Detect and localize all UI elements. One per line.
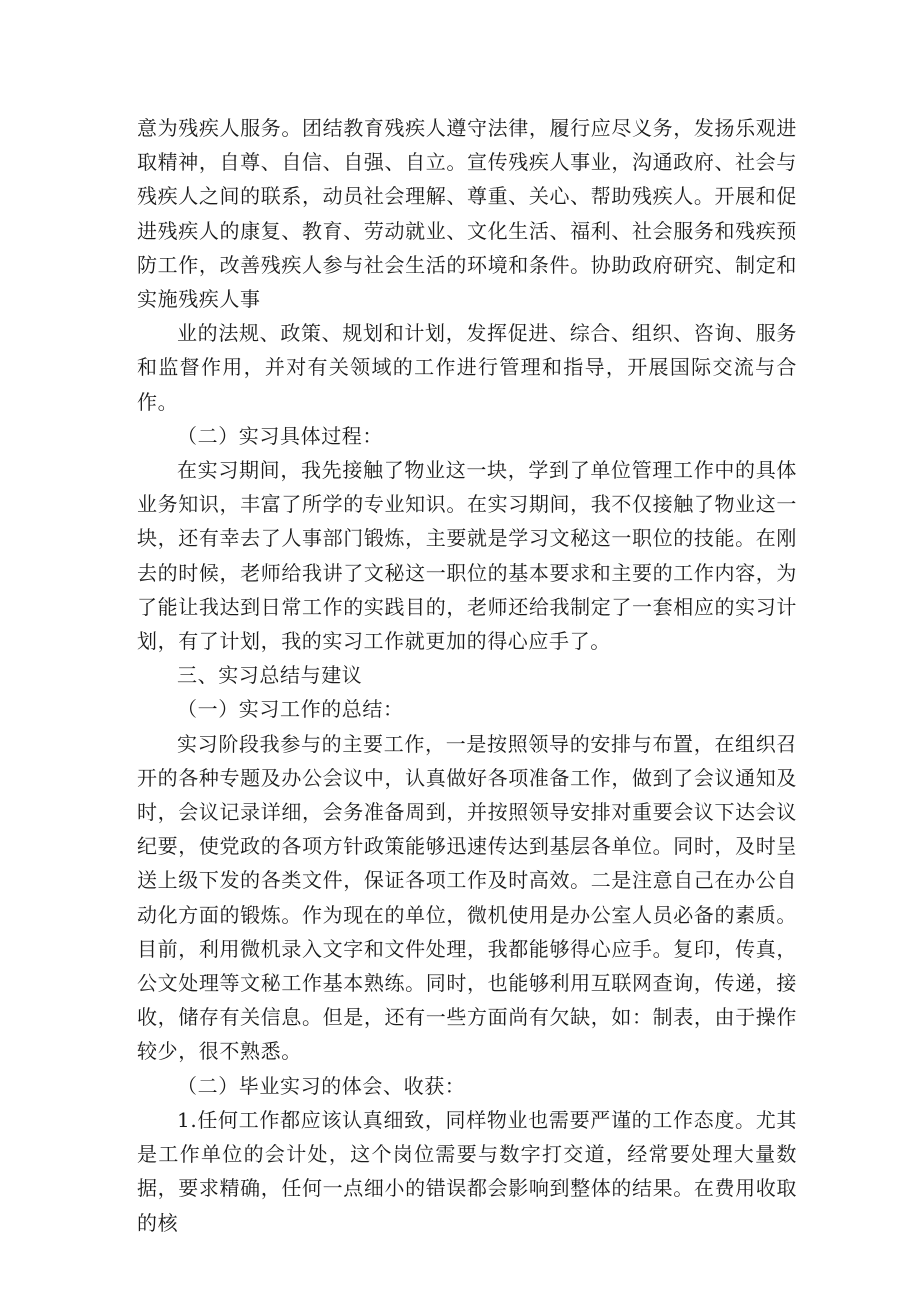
section-heading-work-summary: （一）实习工作的总结： (177, 697, 404, 722)
paragraph-work-summary: 实习阶段我参与的主要工作，一是按照领导的安排与布置，在组织召开的各种专题及办公会议中，认真做好各项准备工作，做到了会议通知及时，会议记录详细，会务准备周到，并按照领导安排对重要会议下达会议纪要，使党政的各项方针政策能够迅速传达到基层各单位。同时，及时呈送上级下发的各类文件，保证各项工作及时高效。二是注意自己在办公自动化方面的锻炼。作为现在的单位，微机使用是办公室人员必备的素质。目前，利用微机录入文字和文件处理，我都能够得心应手。复印，传真，公文处理等文秘工作基本熟练。同时，也能够利用互联网查询，传递，接收，储存有关信息。但是，还有一些方面尚有欠缺，如：制表，由于操作较少，很不熟悉。 (137, 731, 797, 1064)
paragraph-intro-continued: 意为残疾人服务。团结教育残疾人遵守法律，履行应尽义务，发扬乐观进取精神，自尊、自信、自强、自立。宣传残疾人事业，沟通政府、社会与残疾人之间的联系，动员社会理解、尊重、关心、帮助残疾人。开展和促进残疾人的康复、教育、劳动就业、文化生活、福利、社会服务和残疾预防工作，改善残疾人参与社会生活的环境和条件。协助政府研究、制定和实施残疾人事 (137, 116, 797, 312)
section-heading-summary-suggestions: 三、实习总结与建议 (177, 663, 363, 688)
paragraph-internship-process: 在实习期间，我先接触了物业这一块，学到了单位管理工作中的具体业务知识，丰富了所学的专业知识。在实习期间，我不仅接触了物业这一块，还有幸去了人事部门锻炼，主要就是学习文秘这一职位的技能。在刚去的时候，老师给我讲了文秘这一职位的基本要求和主要的工作内容，为了能让我达到日常工作的实践目的，老师还给我制定了一套相应的实习计划，有了计划，我的实习工作就更加的得心应手了。 (137, 458, 797, 654)
section-heading-internship-process: （二）实习具体过程： (177, 423, 383, 448)
paragraph-regulations: 业的法规、政策、规划和计划，发挥促进、综合、组织、咨询、服务和监督作用，并对有关领域的工作进行管理和指导，开展国际交流与合作。 (137, 321, 797, 414)
document-body (137, 111, 797, 1240)
section-heading-experience-gains: （二）毕业实习的体会、收获： (177, 1073, 466, 1098)
paragraph-experience-gains: 1.任何工作都应该认真细致，同样物业也需要严谨的工作态度。尤其是工作单位的会计处，这个岗位需要与数字打交道，经常要处理大量数据，要求精确，任何一点细小的错误都会影响到整体的结果。在费用收取的核 (137, 1107, 797, 1235)
